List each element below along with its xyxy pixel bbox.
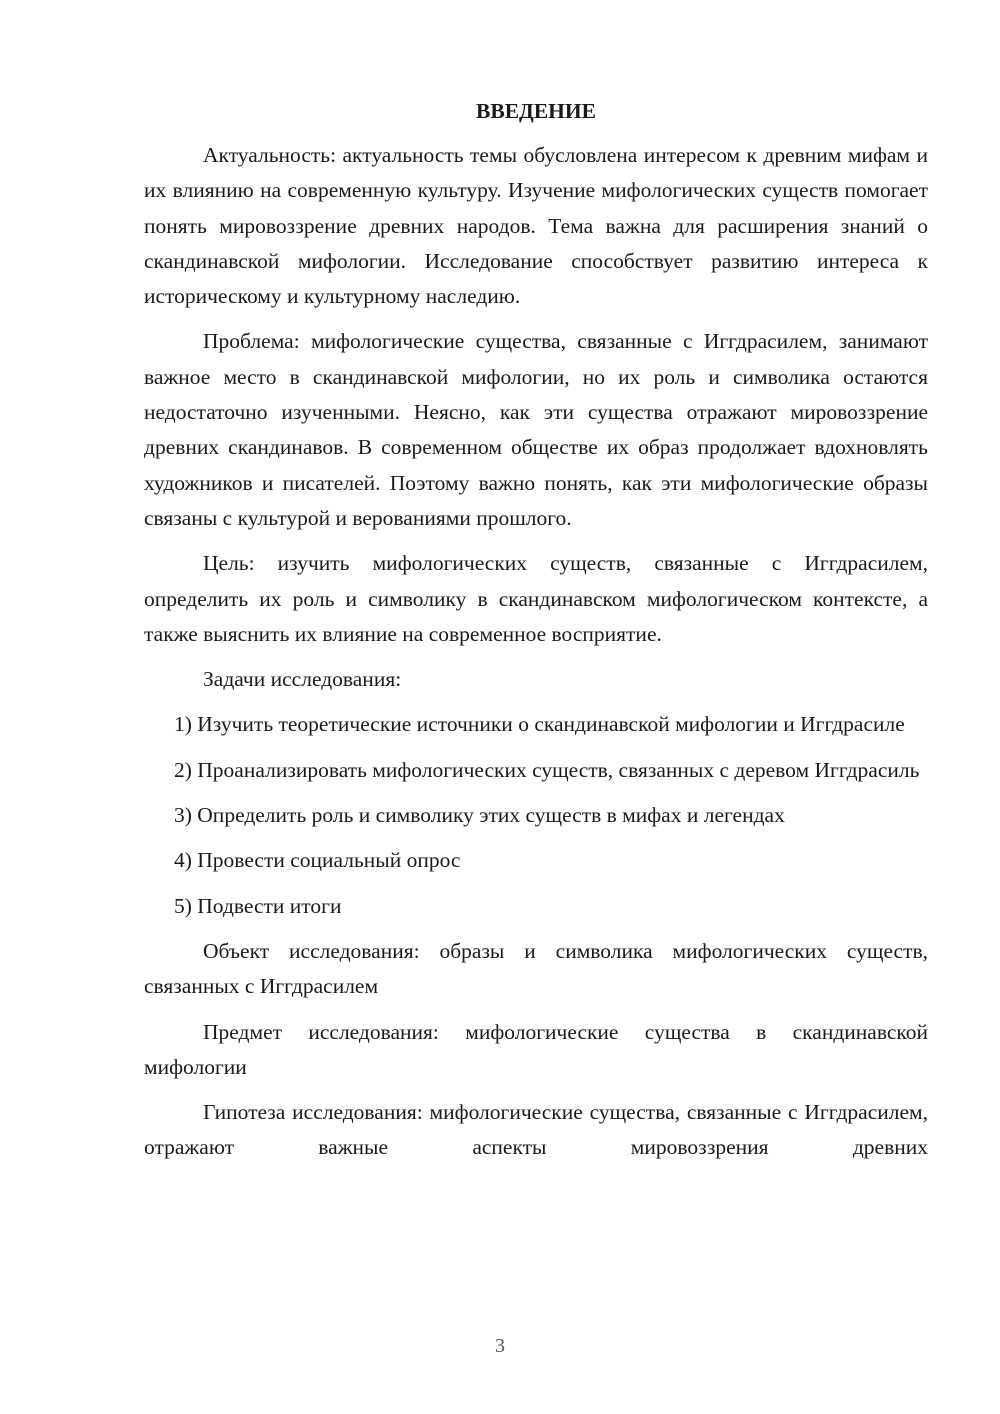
section-title: ВВЕДЕНИЕ bbox=[476, 99, 596, 123]
tasks-heading: Задачи исследования: bbox=[203, 667, 402, 692]
paragraph-actuality: Актуальность: актуальность темы обусловлена интересом к древним мифам и их влиянию на современную культуру. Изучение мифологических существ помогает понять мировоззрение древних народов. Тема важна для расширения знаний о скандинавской мифологии. Исследование способствует развитию интереса к историческому и культурному наследию. bbox=[144, 143, 928, 309]
document-page bbox=[144, 96, 928, 1166]
paragraph-problem: Проблема: мифологические существа, связанные с Иггдрасилем, занимают важное место в скандинавской мифологии, но их роль и символика остаются недостаточно изученными. Неясно, как эти существа отражают мировоззрение древних скандинавов. В современном обществе их образ продолжает вдохновлять художников и писателей. Поэтому важно понять, как эти мифологические образы связаны с культурой и верованиями прошлого. bbox=[144, 329, 928, 530]
task-item-3: 3) Определить роль и символику этих существ в мифах и легендах bbox=[174, 803, 785, 828]
paragraph-object: Объект исследования: образы и символика мифологических существ, связанных с Иггдрасилем bbox=[144, 938, 928, 999]
page-number: 3 bbox=[495, 1335, 505, 1357]
task-item-2: 2) Проанализировать мифологических существ, связанных с деревом Иггдрасиль bbox=[174, 757, 920, 782]
task-item-4: 4) Провести социальный опрос bbox=[174, 848, 461, 873]
task-item-1: 1) Изучить теоретические источники о скандинавской мифологии и Иггдрасиле bbox=[174, 712, 905, 737]
paragraph-subject: Предмет исследования: мифологические существа в скандинавской мифологии bbox=[144, 1019, 928, 1079]
paragraph-hypothesis: Гипотеза исследования: мифологические существа, связанные с Иггдрасилем, отражают важные аспекты мировоззрения древних bbox=[144, 1100, 928, 1160]
task-item-5: 5) Подвести итоги bbox=[174, 893, 342, 918]
paragraph-goal: Цель: изучить мифологических существ, связанные с Иггдрасилем, определить их роль и символику в скандинавском мифологическом контексте, а также выяснить их влияние на современное восприятие. bbox=[144, 551, 928, 646]
